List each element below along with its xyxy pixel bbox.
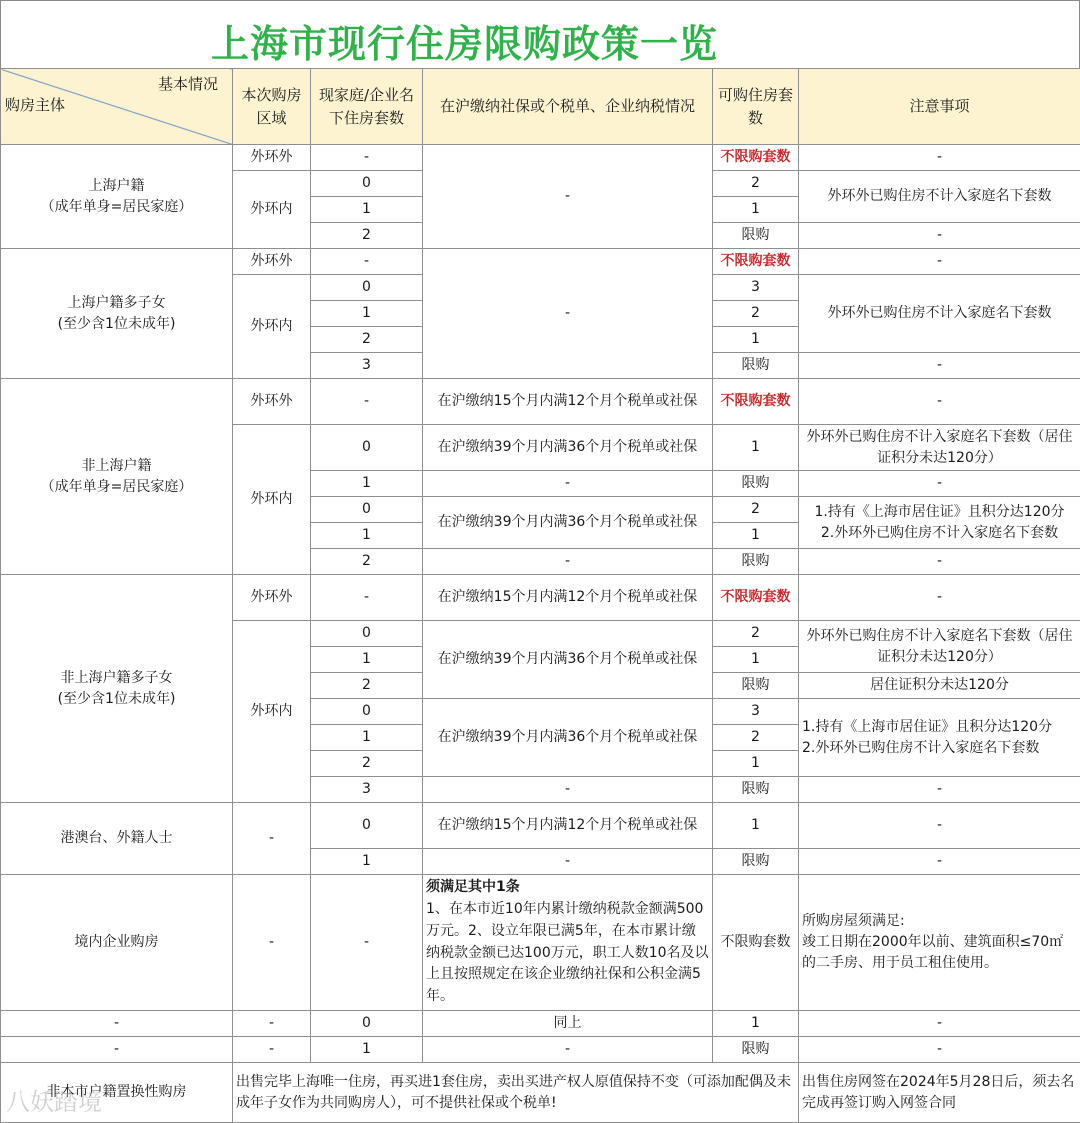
table-row xyxy=(1,575,1080,621)
note-cell: - xyxy=(799,803,1080,849)
tax-cell xyxy=(423,875,713,1011)
condition-text: 1、在本市近10年内累计缴纳税款金额满500万元。2、设立年限已满5年，在本市累计缴纳税款金额已达100万元，职工人数10名及以上且按照规定在该企业缴纳社保和公积金满5年。 xyxy=(426,901,709,1004)
allowed-cell: 1 xyxy=(713,751,799,777)
allowed-cell: 不限购套数 xyxy=(713,249,799,275)
note-cell xyxy=(799,497,1080,549)
allowed-cell: 1 xyxy=(713,803,799,849)
note-line: 2.外环外已购住房不计入家庭名下套数 xyxy=(802,739,1040,756)
header-notes: 注意事项 xyxy=(799,69,1080,145)
area-cell: - xyxy=(233,875,311,1011)
header-owned: 现家庭/企业名下住房套数 xyxy=(311,69,423,145)
owned-cell: - xyxy=(311,379,423,425)
allowed-cell: 限购 xyxy=(713,1037,799,1063)
tax-cell: 在沪缴纳39个月内满36个月个税单或社保 xyxy=(423,425,713,471)
tax-cell: 在沪缴纳15个月内满12个月个税单或社保 xyxy=(423,379,713,425)
buyer-cell xyxy=(1,575,233,803)
buyer-name: 非上海户籍多子女 xyxy=(60,669,173,686)
owned-cell: 2 xyxy=(311,223,423,249)
area-cell: 外环外 xyxy=(233,249,311,275)
note-cell: 外环外已购住房不计入家庭名下套数 xyxy=(799,171,1080,223)
buyer-name: 港澳台、外籍人士 xyxy=(60,830,173,846)
owned-cell: 0 xyxy=(311,1011,423,1037)
allowed-cell: 1 xyxy=(713,197,799,223)
allowed-cell: 限购 xyxy=(713,549,799,575)
allowed-cell: 2 xyxy=(713,301,799,327)
allowed-cell: 限购 xyxy=(713,849,799,875)
owned-cell: 3 xyxy=(311,777,423,803)
owned-cell: 0 xyxy=(311,171,423,197)
note-cell: - xyxy=(799,849,1080,875)
note-cell xyxy=(799,875,1080,1011)
owned-cell: 1 xyxy=(311,523,423,549)
tax-cell: 在沪缴纳39个月内满36个月个税单或社保 xyxy=(423,497,713,549)
owned-cell: 3 xyxy=(311,353,423,379)
owned-cell: 1 xyxy=(311,471,423,497)
area-cell: 外环外 xyxy=(233,575,311,621)
tax-cell: - xyxy=(423,549,713,575)
buyer-cell xyxy=(1,379,233,575)
note-cell: - xyxy=(799,471,1080,497)
buyer-sub: (至少含1位未成年) xyxy=(57,690,176,707)
note-cell: - xyxy=(799,223,1080,249)
header-buyer: 购房主体 xyxy=(5,95,66,114)
note-cell: - xyxy=(799,549,1080,575)
owned-cell: 2 xyxy=(311,549,423,575)
note-title: 所购房屋须满足: xyxy=(802,913,905,929)
allowed-cell: 不限购套数 xyxy=(713,145,799,171)
tax-cell: - xyxy=(423,849,713,875)
owned-cell: - xyxy=(311,875,423,1011)
owned-cell: 2 xyxy=(311,751,423,777)
owned-cell: 0 xyxy=(311,275,423,301)
area-cell: 外环内 xyxy=(233,171,311,249)
note-cell: - xyxy=(799,249,1080,275)
buyer-cell xyxy=(1,145,233,249)
tax-cell: 同上 xyxy=(423,1011,713,1037)
owned-cell: 1 xyxy=(311,725,423,751)
area-cell: - xyxy=(233,1011,311,1037)
table-row xyxy=(1,145,1080,171)
owned-cell: 2 xyxy=(311,327,423,353)
allowed-cell: 限购 xyxy=(713,471,799,497)
table-row xyxy=(1,379,1080,425)
owned-cell: - xyxy=(311,575,423,621)
note-cell: - xyxy=(799,379,1080,425)
buyer-cell: - xyxy=(1,1037,233,1063)
allowed-cell: 1 xyxy=(713,647,799,673)
tax-cell: 在沪缴纳39个月内满36个月个税单或社保 xyxy=(423,699,713,777)
owned-cell: 1 xyxy=(311,1037,423,1063)
buyer-name: 上海户籍多子女 xyxy=(67,294,166,311)
allowed-cell: 不限购套数 xyxy=(713,875,799,1011)
buyer-name: 境内企业购房 xyxy=(74,934,159,950)
tax-cell: 在沪缴纳15个月内满12个月个税单或社保 xyxy=(423,803,713,849)
tax-cell: 在沪缴纳39个月内满36个月个税单或社保 xyxy=(423,621,713,699)
area-cell: 外环外 xyxy=(233,145,311,171)
buyer-cell xyxy=(1,249,233,379)
table-row xyxy=(1,249,1080,275)
allowed-cell: 2 xyxy=(713,171,799,197)
note-cell: - xyxy=(799,353,1080,379)
buyer-cell xyxy=(1,875,233,1011)
tax-cell: - xyxy=(423,777,713,803)
area-cell: 外环外 xyxy=(233,379,311,425)
note-line: 2.外环外已购住房不计入家庭名下套数 xyxy=(820,524,1059,541)
buyer-name: 上海户籍 xyxy=(88,177,145,194)
page-title: 上海市现行住房限购政策一览 xyxy=(211,22,719,66)
owned-cell: 0 xyxy=(311,497,423,523)
area-cell: 外环内 xyxy=(233,621,311,803)
allowed-cell: 不限购套数 xyxy=(713,379,799,425)
table-row xyxy=(1,1037,1080,1063)
owned-cell: 2 xyxy=(311,673,423,699)
condition-title: 须满足其中1条 xyxy=(426,879,520,896)
tax-cell: - xyxy=(423,249,713,379)
buyer-sub: （成年单身=居民家庭） xyxy=(40,478,193,495)
note-cell xyxy=(799,699,1080,777)
header-area: 本次购房区域 xyxy=(233,69,311,145)
watermark: 八妖踏境 xyxy=(6,1088,102,1116)
table-row xyxy=(1,1063,1080,1123)
allowed-cell: 1 xyxy=(713,1011,799,1037)
owned-cell: 0 xyxy=(311,425,423,471)
note-line: 1.持有《上海市居住证》且积分达120分 xyxy=(802,718,1053,735)
note-cell: - xyxy=(799,575,1080,621)
owned-cell: 0 xyxy=(311,699,423,725)
allowed-cell: 限购 xyxy=(713,223,799,249)
header-basic: 基本情况 xyxy=(157,75,218,93)
allowed-cell: 限购 xyxy=(713,353,799,379)
buyer-cell: 非本市户籍置换性购房 xyxy=(1,1063,233,1123)
header-diagonal-cell xyxy=(1,69,233,145)
tax-cell: 在沪缴纳15个月内满12个月个税单或社保 xyxy=(423,575,713,621)
buyer-cell: - xyxy=(1,1011,233,1037)
tax-cell: - xyxy=(423,1037,713,1063)
area-cell: 外环内 xyxy=(233,425,311,575)
note-cell: 外环外已购住房不计入家庭名下套数 xyxy=(799,275,1080,353)
allowed-cell: 1 xyxy=(713,327,799,353)
table-row xyxy=(1,803,1080,849)
policy-table xyxy=(0,68,1080,1123)
note-line: 1.持有《上海市居住证》且积分达120分 xyxy=(814,503,1065,520)
area-cell: 外环内 xyxy=(233,275,311,379)
owned-cell: 1 xyxy=(311,849,423,875)
swap-description: 出售完毕上海唯一住房，再买进1套住房，卖出买进产权人原值保持不变（可添加配偶及未成年子女作为共同购房人），可不提供社保或个税单! xyxy=(233,1063,799,1123)
tax-cell: - xyxy=(423,471,713,497)
owned-cell: 1 xyxy=(311,647,423,673)
note-cell: 居住证积分未达120分 xyxy=(799,673,1080,699)
allowed-cell: 限购 xyxy=(713,777,799,803)
allowed-cell: 2 xyxy=(713,621,799,647)
header-row xyxy=(1,69,1080,145)
note-cell: 出售住房网签在2024年5月28日后，须去名完成再签订购入网签合同 xyxy=(799,1063,1080,1123)
area-cell: - xyxy=(233,803,311,875)
note-cell: - xyxy=(799,1011,1080,1037)
note-cell: 外环外已购住房不计入家庭名下套数（居住证积分未达120分） xyxy=(799,425,1080,471)
allowed-cell: 不限购套数 xyxy=(713,575,799,621)
allowed-cell: 3 xyxy=(713,275,799,301)
note-cell: - xyxy=(799,777,1080,803)
buyer-sub: (至少含1位未成年) xyxy=(57,315,176,332)
allowed-cell: 限购 xyxy=(713,673,799,699)
owned-cell: - xyxy=(311,249,423,275)
note-cell: 外环外已购住房不计入家庭名下套数（居住证积分未达120分） xyxy=(799,621,1080,673)
note-cell: - xyxy=(799,1037,1080,1063)
table-row xyxy=(1,1011,1080,1037)
header-allowed: 可购住房套数 xyxy=(713,69,799,145)
table-row xyxy=(1,875,1080,1011)
note-cell: - xyxy=(799,145,1080,171)
note-text: 竣工日期在2000年以前、建筑面积≤70㎡的二手房、用于员工租住使用。 xyxy=(802,934,1064,971)
owned-cell: 1 xyxy=(311,197,423,223)
owned-cell: 0 xyxy=(311,803,423,849)
title-bar xyxy=(0,0,1080,69)
buyer-sub: （成年单身=居民家庭） xyxy=(40,198,193,215)
allowed-cell: 1 xyxy=(713,523,799,549)
area-cell: - xyxy=(233,1037,311,1063)
header-tax: 在沪缴纳社保或个税单、企业纳税情况 xyxy=(423,69,713,145)
buyer-name: 非上海户籍 xyxy=(81,457,152,474)
owned-cell: 0 xyxy=(311,621,423,647)
allowed-cell: 3 xyxy=(713,699,799,725)
allowed-cell: 2 xyxy=(713,497,799,523)
allowed-cell: 2 xyxy=(713,725,799,751)
owned-cell: 1 xyxy=(311,301,423,327)
buyer-cell xyxy=(1,803,233,875)
owned-cell: - xyxy=(311,145,423,171)
allowed-cell: 1 xyxy=(713,425,799,471)
tax-cell: - xyxy=(423,145,713,249)
